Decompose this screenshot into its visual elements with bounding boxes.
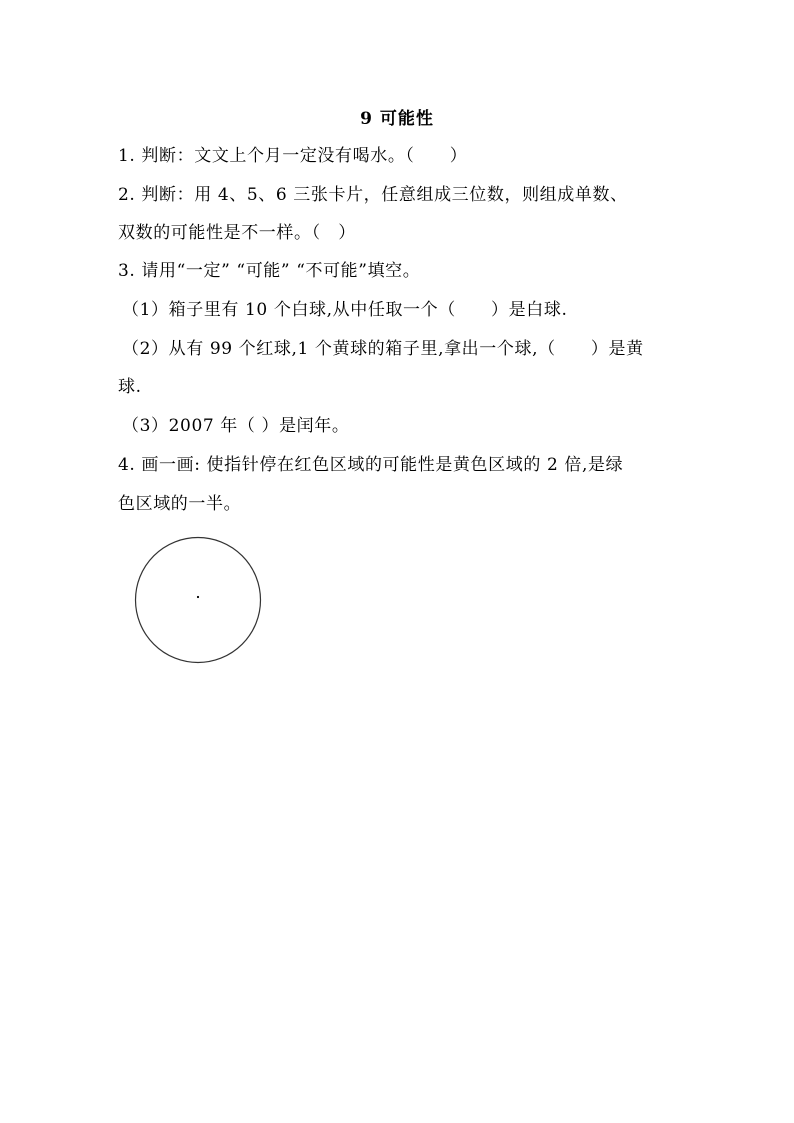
- question-3: 3. 请用“一定” “可能” “不可能”填空。: [118, 261, 421, 281]
- question-2-line-2: 双数的可能性是不一样。（ ）: [118, 223, 356, 243]
- question-3-part-3: （3）2007 年（ ）是闰年。: [122, 416, 350, 436]
- question-2-line-1: 2. 判断：用 4、5、6 三张卡片，任意组成三位数，则组成单数、: [118, 185, 628, 205]
- question-3-part-2-line-1: （2）从有 99 个红球,1 个黄球的箱子里,拿出一个球,（ ）是黄: [122, 339, 644, 359]
- question-4-line-1: 4. 画一画: 使指针停在红色区域的可能性是黄色区域的 2 倍,是绿: [118, 455, 624, 475]
- spinner-circle-diagram: [128, 530, 268, 670]
- question-1: 1. 判断：文文上个月一定没有喝水。（ ）: [118, 146, 468, 166]
- page-title: 9 可能性: [360, 109, 434, 129]
- question-3-part-2-line-2: 球.: [118, 377, 142, 397]
- question-3-part-1: （1）箱子里有 10 个白球,从中任取一个（ ）是白球.: [122, 300, 568, 320]
- circle-center-dot: [197, 596, 199, 598]
- spinner-circle: [136, 538, 261, 663]
- question-4-line-2: 色区域的一半。: [118, 494, 242, 514]
